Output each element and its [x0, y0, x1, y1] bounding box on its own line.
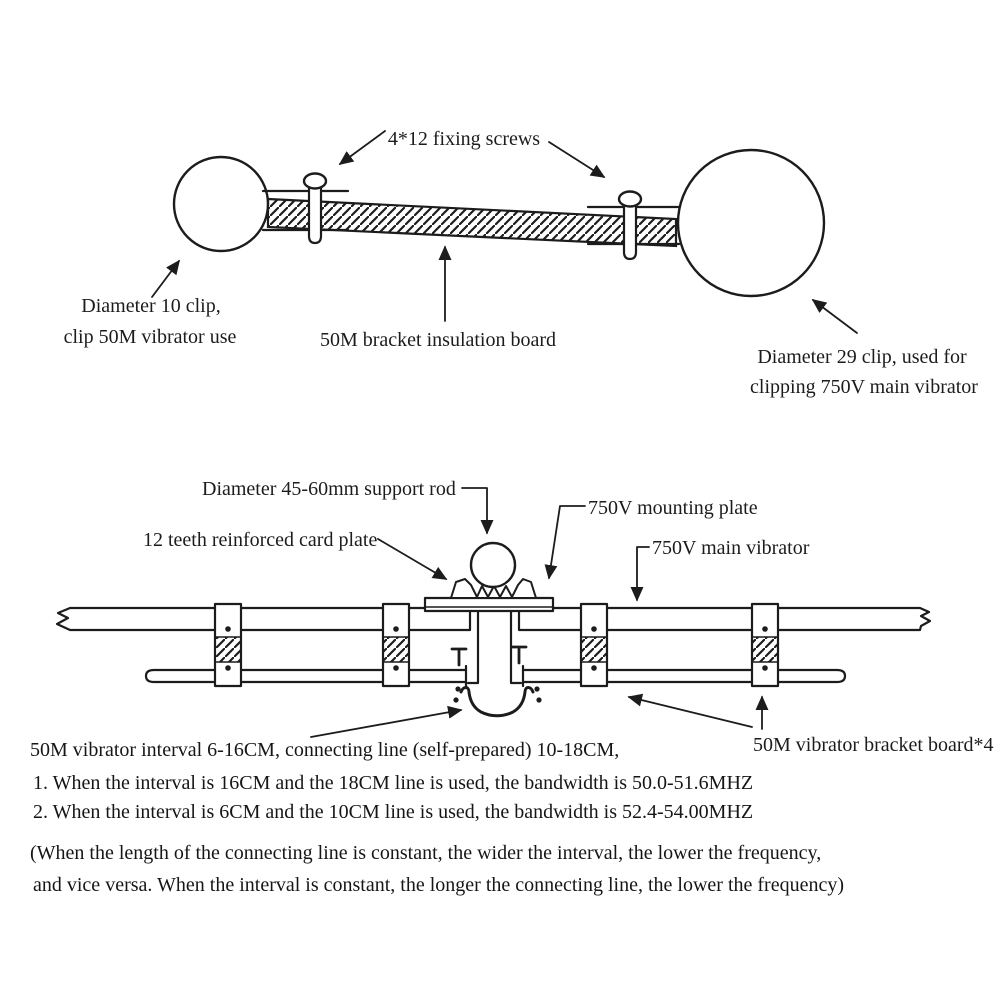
mounting-plate	[425, 598, 553, 611]
main-vibrator-label: 750V main vibrator	[652, 537, 810, 559]
connector-dot-3	[534, 686, 539, 691]
bracket-board-3	[581, 604, 607, 686]
connector-dot-4	[536, 697, 541, 702]
bracket-board-1	[215, 604, 241, 686]
note-remark2: and vice versa. When the interval is constant, the longer the connecting line, the lower the frequency)	[33, 874, 844, 896]
bracket-board-2	[383, 604, 409, 686]
bracket-board-4	[752, 604, 778, 686]
insulation-board-label: 50M bracket insulation board	[319, 329, 557, 351]
bracket-board-label: 50M vibrator bracket board*4	[753, 734, 994, 756]
mounting-plate-label: 750V mounting plate	[588, 497, 758, 519]
support-rod-label: Diameter 45-60mm support rod	[202, 478, 456, 500]
right-clip-label-line2: clipping 750V main vibrator	[750, 376, 978, 398]
right-clip-label-line1: Diameter 29 clip, used for	[757, 346, 967, 368]
card-plate-label: 12 teeth reinforced card plate	[143, 529, 378, 551]
diameter-29-clip-circle	[678, 150, 824, 296]
support-rod	[471, 543, 515, 587]
connector-dot-2	[453, 697, 458, 702]
fixing-screws-label: 4*12 fixing screws	[387, 128, 541, 150]
note-point1: 1. When the interval is 16CM and the 18CM line is used, the bandwidth is 50.0-51.6MHZ	[33, 772, 754, 794]
left-clip-label-line2: clip 50M vibrator use	[63, 326, 237, 348]
note-point2: 2. When the interval is 6CM and the 10CM line is used, the bandwidth is 52.4-54.00MHZ	[33, 801, 754, 823]
diameter-10-clip-circle	[174, 157, 268, 251]
left-clip-label-line1: Diameter 10 clip,	[81, 295, 221, 317]
note-remark1: (When the length of the connecting line is constant, the wider the interval, the lower the frequency,	[30, 842, 822, 864]
connector-dot-1	[455, 686, 460, 691]
note-interval: 50M vibrator interval 6-16CM, connecting line (self-prepared) 10-18CM,	[30, 739, 620, 761]
